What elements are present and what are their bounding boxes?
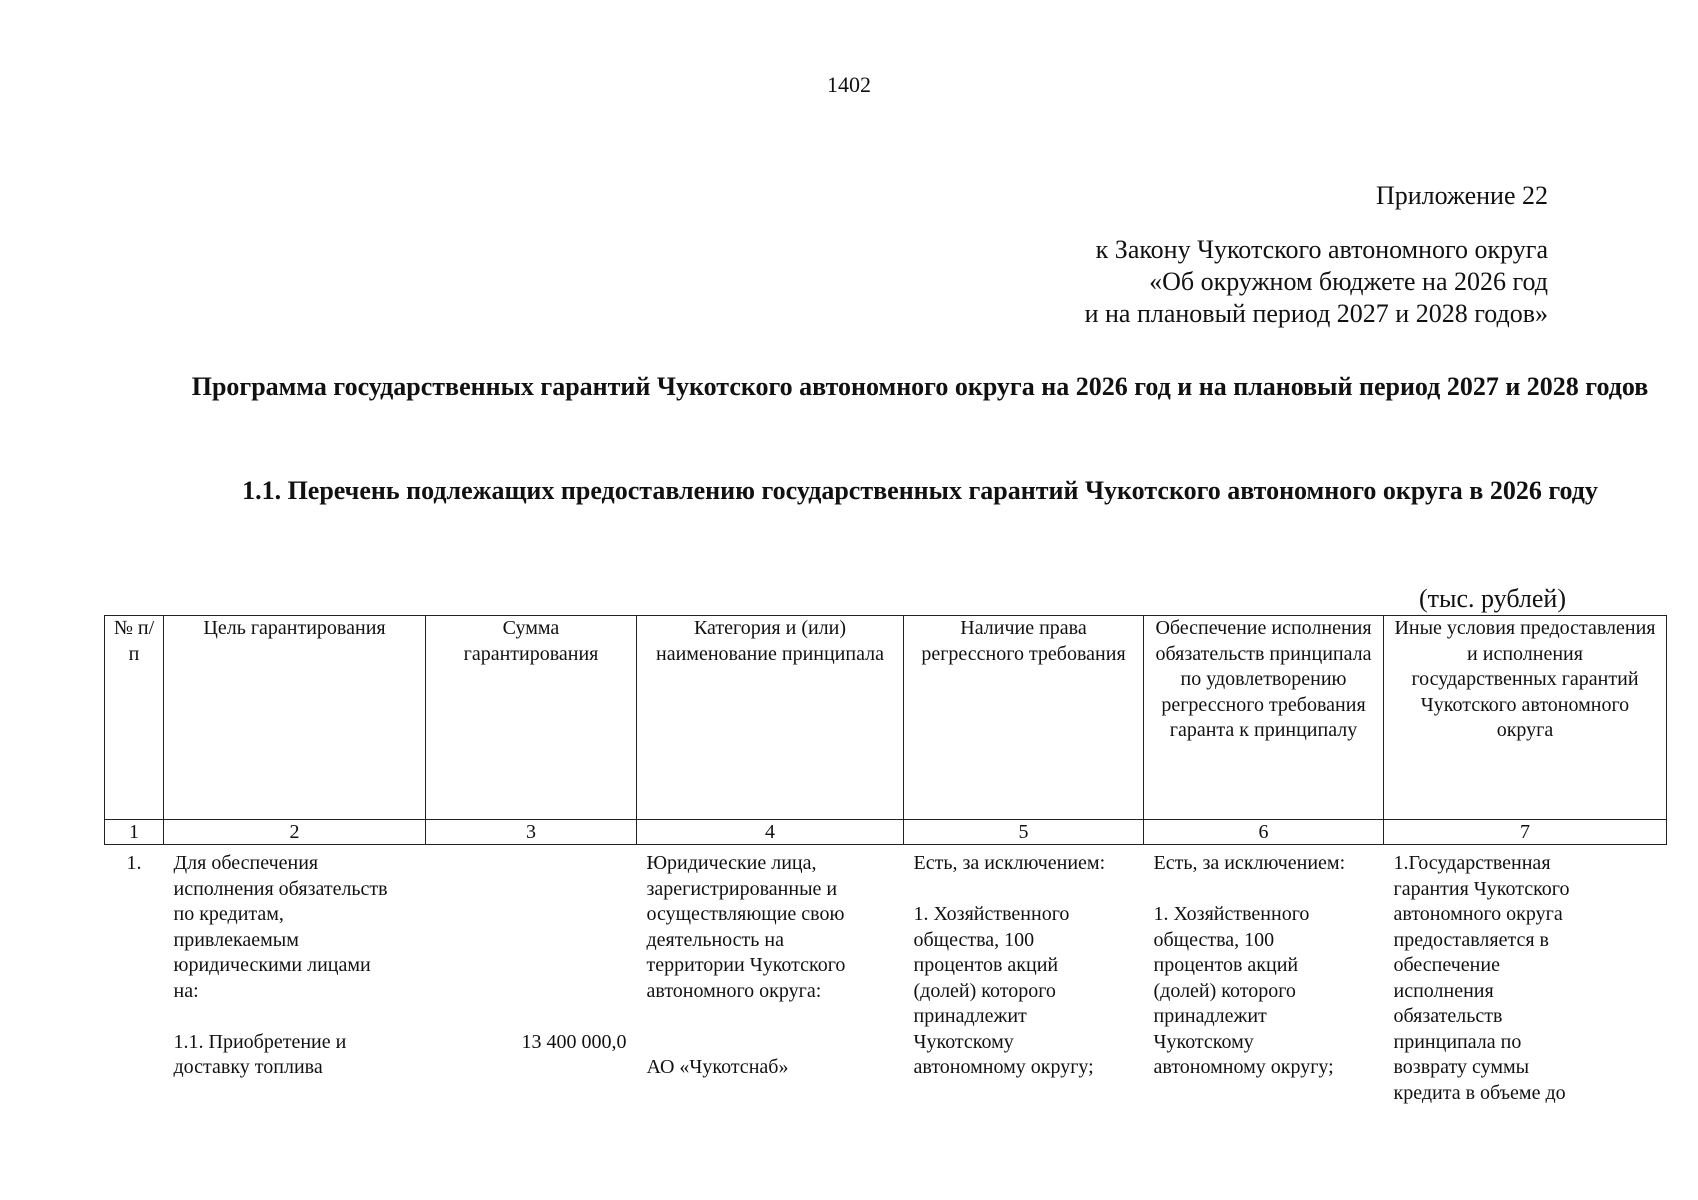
security-intro: Есть, за исключением:	[1153, 852, 1346, 874]
column-number: 1	[105, 820, 164, 845]
header-cell-other-conditions: Иные условия предоставления и исполнения государственных гарантий Чукотского автономного округа	[1384, 616, 1667, 820]
column-number: 6	[1144, 820, 1384, 845]
appendix-law-reference	[1085, 234, 1548, 330]
program-title: Программа государственных гарантий Чукотского автономного округа на 2026 год и на плановый период 2027 и 2028 годов	[191, 372, 1649, 401]
header-cell-security: Обеспечение исполнения обязательств принципала по удовлетворению регрессного требования гаранта к принципалу	[1144, 616, 1384, 820]
other-conditions-cell	[1384, 845, 1667, 1107]
list-title: 1.1. Перечень подлежащих предоставлению государственных гарантий Чукотского автономного округа в 2026 году	[242, 476, 1598, 505]
header-cell-principal: Категория и (или) наименование принципала	[637, 616, 904, 820]
sub-purpose-text: 1.1. Приобретение и доставку топлива	[173, 1030, 347, 1078]
column-number: 4	[637, 820, 904, 845]
principal-category: Юридические лица, зарегистрированные и осуществляющие свою деятельность на территории Чукотского автономного округа:	[646, 852, 846, 1002]
regress-intro: Есть, за исключением:	[913, 852, 1106, 874]
table-header-row	[105, 616, 1667, 820]
appendix-law-line: и на плановый период 2027 и 2028 годов»	[1084, 299, 1548, 328]
appendix-law-line: к Закону Чукотского автономного округа	[1095, 235, 1548, 264]
other-conditions-text: 1.Государственная гарантия Чукотского автономного округа предоставляется в обеспечение исполнения обязательств принципала по возврату суммы кредита в объеме до	[1393, 852, 1570, 1104]
column-number: 2	[164, 820, 426, 845]
column-number: 3	[426, 820, 637, 845]
regress-detail: 1. Хозяйственного общества, 100 процентов акций (долей) которого принадлежит Чукотскому автономному округу;	[913, 903, 1094, 1078]
column-numbers-row	[105, 820, 1667, 845]
amount-cell	[426, 845, 637, 1107]
security-cell	[1144, 845, 1384, 1107]
purpose-text: Для обеспечения исполнения обязательств по кредитам, привлекаемым юридическими лицами на:	[173, 852, 388, 1002]
principal-cell	[637, 845, 904, 1107]
units-label: (тыс. рублей)	[1418, 584, 1566, 613]
regress-cell	[904, 845, 1144, 1107]
appendix-title: Приложение 22	[1375, 181, 1548, 210]
principal-name: АО «Чукотснаб»	[646, 1056, 789, 1078]
appendix-law-line: «Об окружном бюджете на 2026 год	[1149, 267, 1548, 296]
guarantees-table	[104, 615, 1667, 1106]
header-cell-amount: Сумма гарантирования	[426, 616, 637, 820]
header-cell-regress-right: Наличие права регрессного требования	[904, 616, 1144, 820]
amount-value: 13 400 000,0	[521, 1030, 627, 1053]
page-number: 1402	[827, 72, 871, 97]
column-number: 5	[904, 820, 1144, 845]
row-number: 1.	[126, 852, 142, 874]
purpose-cell	[164, 845, 426, 1107]
security-detail: 1. Хозяйственного общества, 100 процентов акций (долей) которого принадлежит Чукотскому автономному округу;	[1153, 903, 1334, 1078]
column-number: 7	[1384, 820, 1667, 845]
header-cell-number: № п/п	[105, 616, 164, 820]
table-row	[105, 845, 1667, 1107]
header-cell-purpose: Цель гарантирования	[164, 616, 426, 820]
